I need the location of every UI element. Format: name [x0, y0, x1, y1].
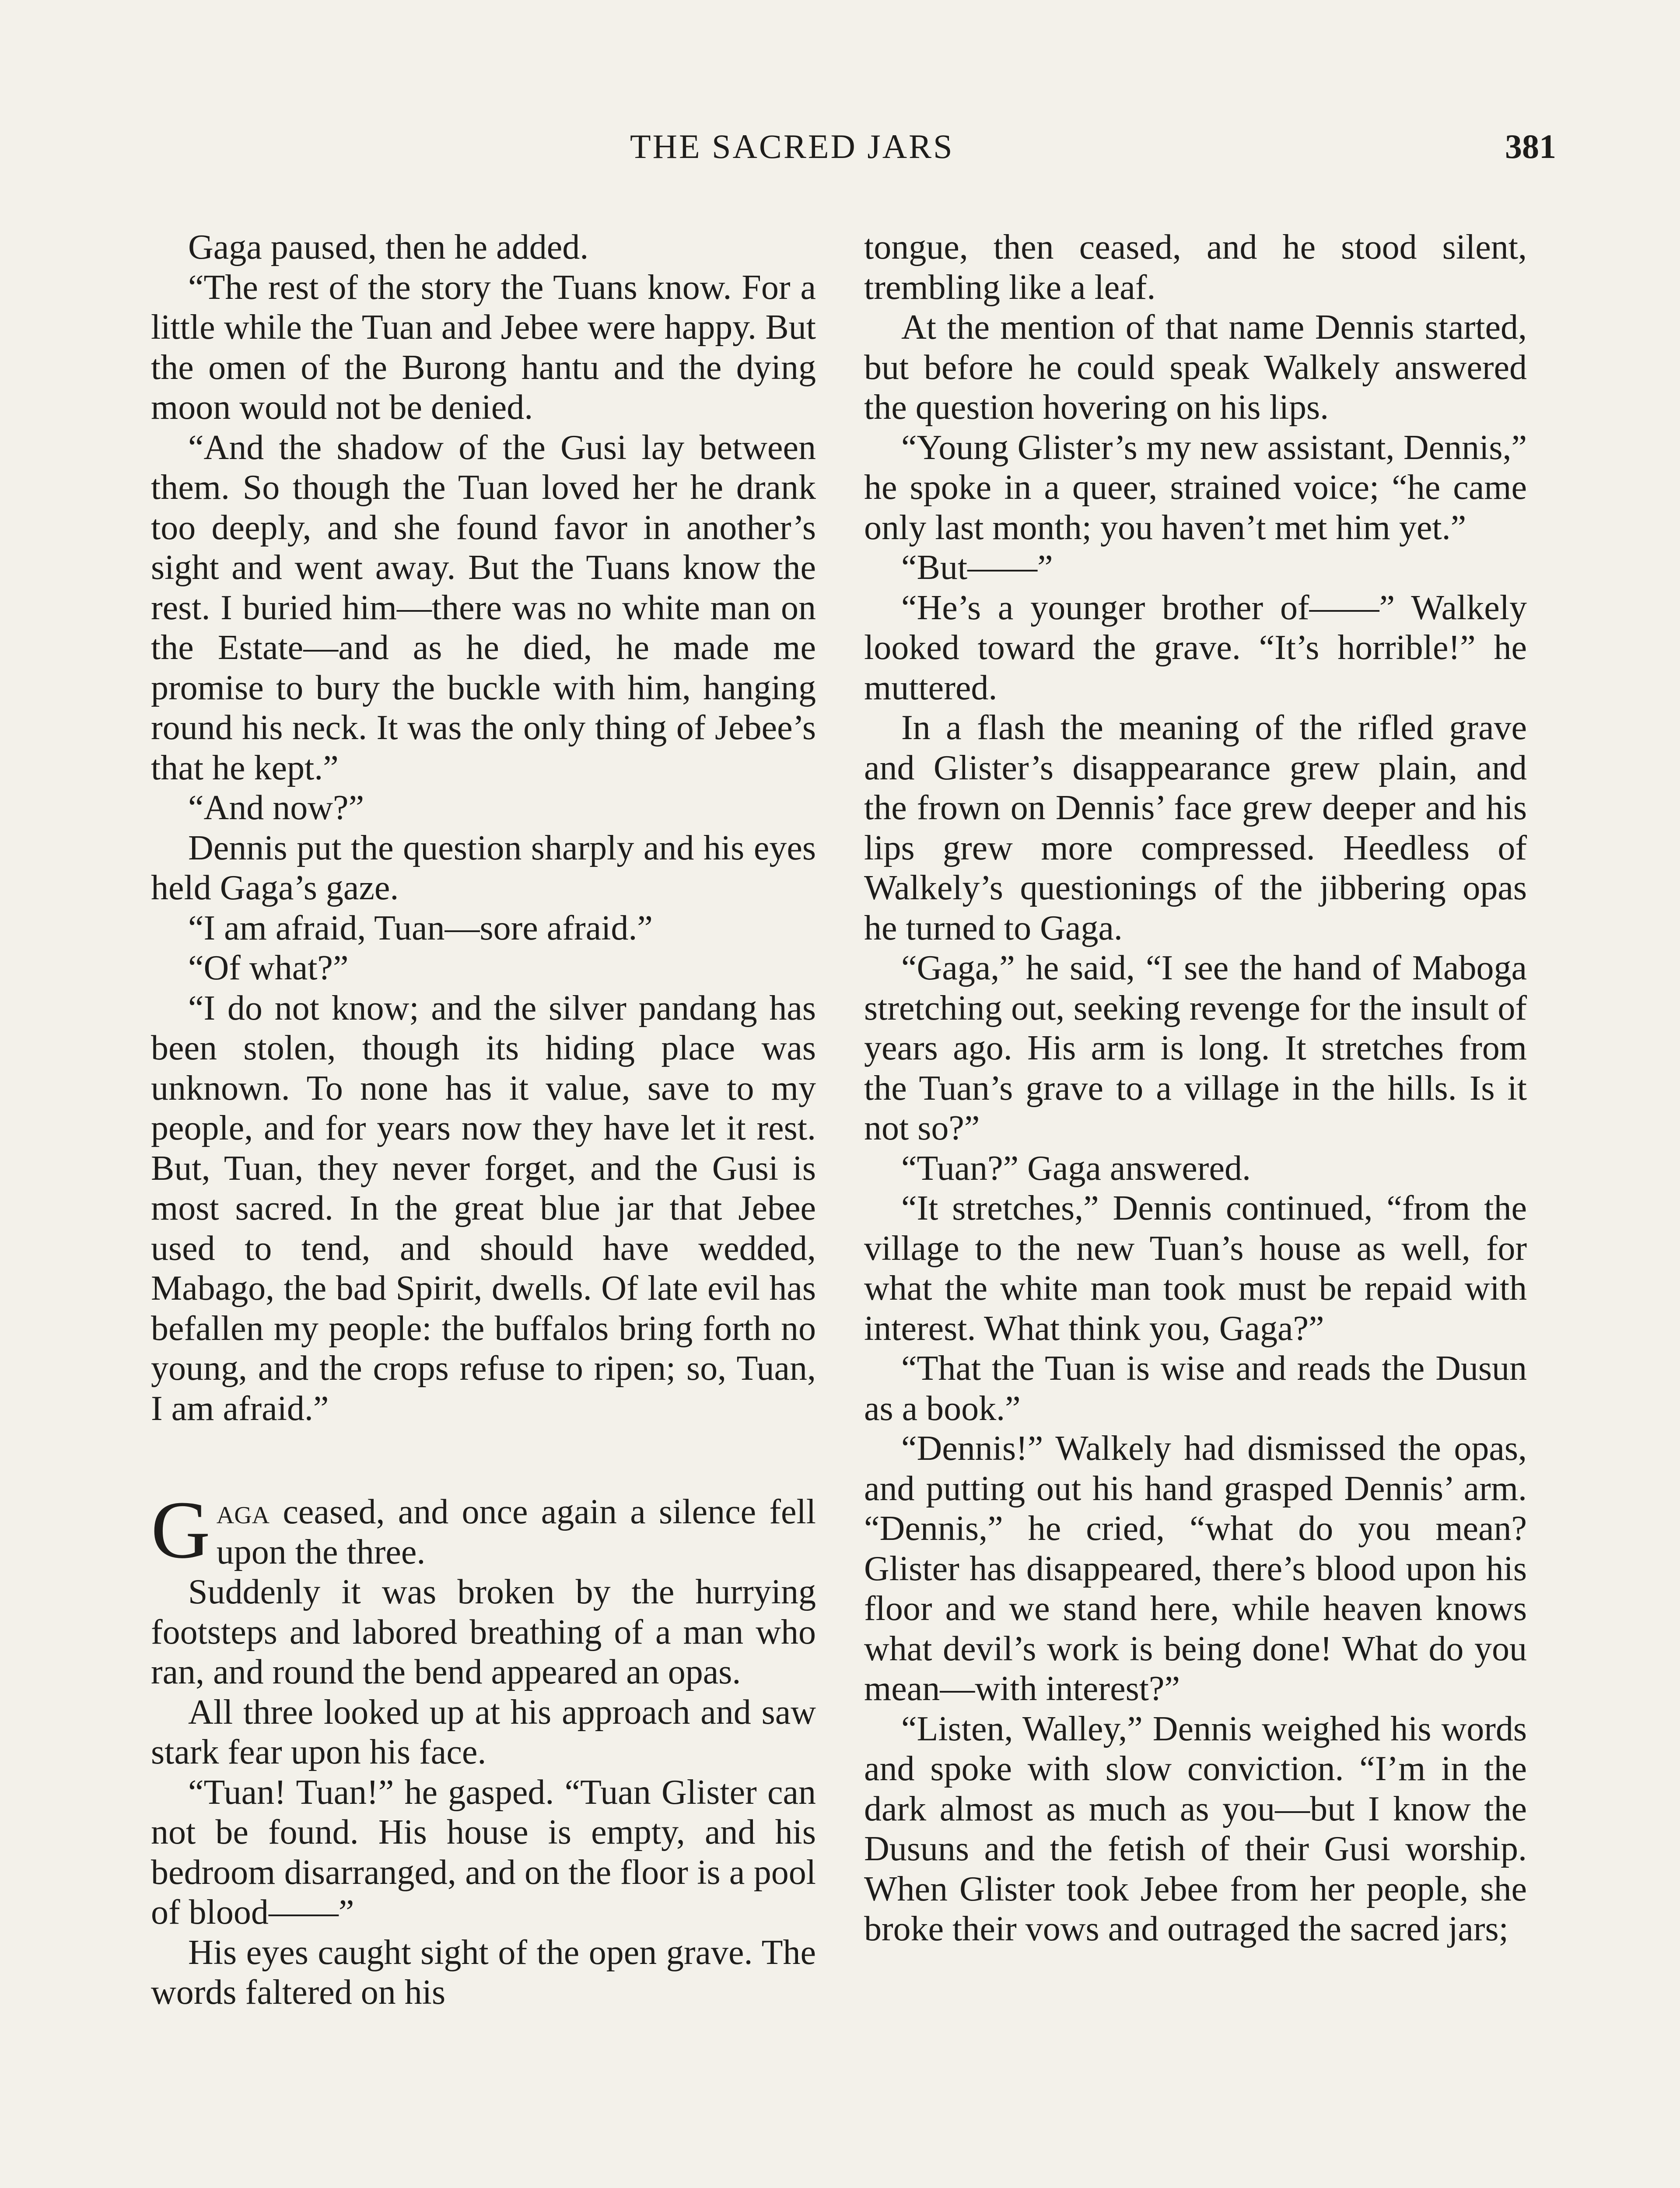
paragraph-continued: tongue, then ceased, and he stood silent, trembling like a leaf.: [864, 228, 1527, 307]
paragraph: “Tuan! Tuan!” he gasped. “Tuan Glister can not be found. His house is empty, and his bedroom disarranged, and on the floor is a pool of blood——”: [151, 1773, 816, 1932]
left-column: [151, 228, 816, 2013]
paragraph: “He’s a younger brother of——” Walkely looked toward the grave. “It’s horrible!” he muttered.: [864, 588, 1527, 707]
paragraph: “I do not know; and the silver pandang has been stolen, though its hiding place was unknown. To none has it value, save to my people, and for years now they have let it rest. But, Tuan, they never forget, and the Gusi is most sacred. In the great blue jar that Jebee used to tend, and should have wedded, Mabago, the bad Spirit, dwells. Of late evil has befallen my people: the buffalos bring forth no young, and the crops refuse to ripen; so, Tuan, I am afraid.”: [151, 989, 816, 1428]
paragraph: “But——”: [901, 548, 1053, 587]
paragraph: Gaga paused, then he added.: [188, 228, 589, 266]
paragraph: “Listen, Walley,” Dennis weighed his words and spoke with slow conviction. “I’m in the dark almost as much as you—but I know the Dusuns and the fetish of their Gusi worship. When Glister took Jebee from her people, she broke their vows and outraged the sacred jars;: [864, 1709, 1527, 1948]
paragraph: At the mention of that name Dennis started, but before he could speak Walkely answered the question hovering on his lips.: [864, 308, 1527, 427]
paragraph: “Of what?”: [188, 949, 349, 987]
page-title: THE SACRED JARS: [630, 127, 954, 165]
paragraph: “Young Glister’s my new assistant, Dennis,” he spoke in a queer, strained voice; “he came only last month; you haven’t met him yet.”: [864, 428, 1527, 547]
paragraph-text: ceased, and once again a silence fell upon the three.: [216, 1493, 816, 1571]
paragraph: “Gaga,” he said, “I see the hand of Maboga stretching out, seeking revenge for the insult of years ago. His arm is long. It stretches from the Tuan’s grave to a village in the hills. Is it not so?”: [864, 949, 1527, 1147]
paragraph: Suddenly it was broken by the hurrying footsteps and labored breathing of a man who ran, and round the bend appeared an opas.: [151, 1573, 816, 1691]
paragraph: “The rest of the story the Tuans know. For a little while the Tuan and Jebee were happy. But the omen of the Burong hantu and the dying moon would not be denied.: [151, 268, 816, 427]
paragraph: “That the Tuan is wise and reads the Dusun as a book.”: [864, 1349, 1527, 1428]
paragraph: “Dennis!” Walkely had dismissed the opas, and putting out his hand grasped Dennis’ arm. “Dennis,” he cried, “what do you mean? Glister has disappeared, there’s blood upon his floor and we stand here, while heaven knows what devil’s work is being done! What do you mean—with interest?”: [864, 1429, 1527, 1708]
paragraph: “Tuan?” Gaga answered.: [901, 1149, 1251, 1188]
right-column: [864, 228, 1527, 1950]
drop-cap: G: [151, 1484, 210, 1575]
paragraph: “I am afraid, Tuan—sore afraid.”: [188, 908, 653, 947]
paragraph: His eyes caught sight of the open grave. The words faltered on his: [151, 1933, 816, 2012]
section-opening-paragraph: [151, 1484, 816, 1575]
page-number: 381: [1505, 127, 1556, 165]
paragraph: “It stretches,” Dennis continued, “from the village to the new Tuan’s house as well, for what the white man took must be repaid with interest. What think you, Gaga?”: [864, 1189, 1527, 1348]
paragraph: “And the shadow of the Gusi lay between them. So though the Tuan loved her he drank too deeply, and she found favor in another’s sight and went away. But the Tuans know the rest. I buried him—there was no white man on the Estate—and as he died, he made me promise to bury the buckle with him, hanging round his neck. It was the only thing of Jebee’s that he kept.”: [151, 428, 816, 787]
paragraph: All three looked up at his approach and saw stark fear upon his face.: [151, 1693, 816, 1771]
smallcaps-text: aga: [216, 1493, 270, 1531]
paragraph: “And now?”: [188, 789, 364, 827]
paragraph: Dennis put the question sharply and his eyes held Gaga’s gaze.: [151, 828, 816, 907]
paragraph: In a flash the meaning of the rifled grave and Glister’s disappearance grew plain, and the frown on Dennis’ face grew deeper and his lips grew more compressed. Heedless of Walkely’s questionings of the jibbering opas he turned to Gaga.: [864, 708, 1527, 947]
